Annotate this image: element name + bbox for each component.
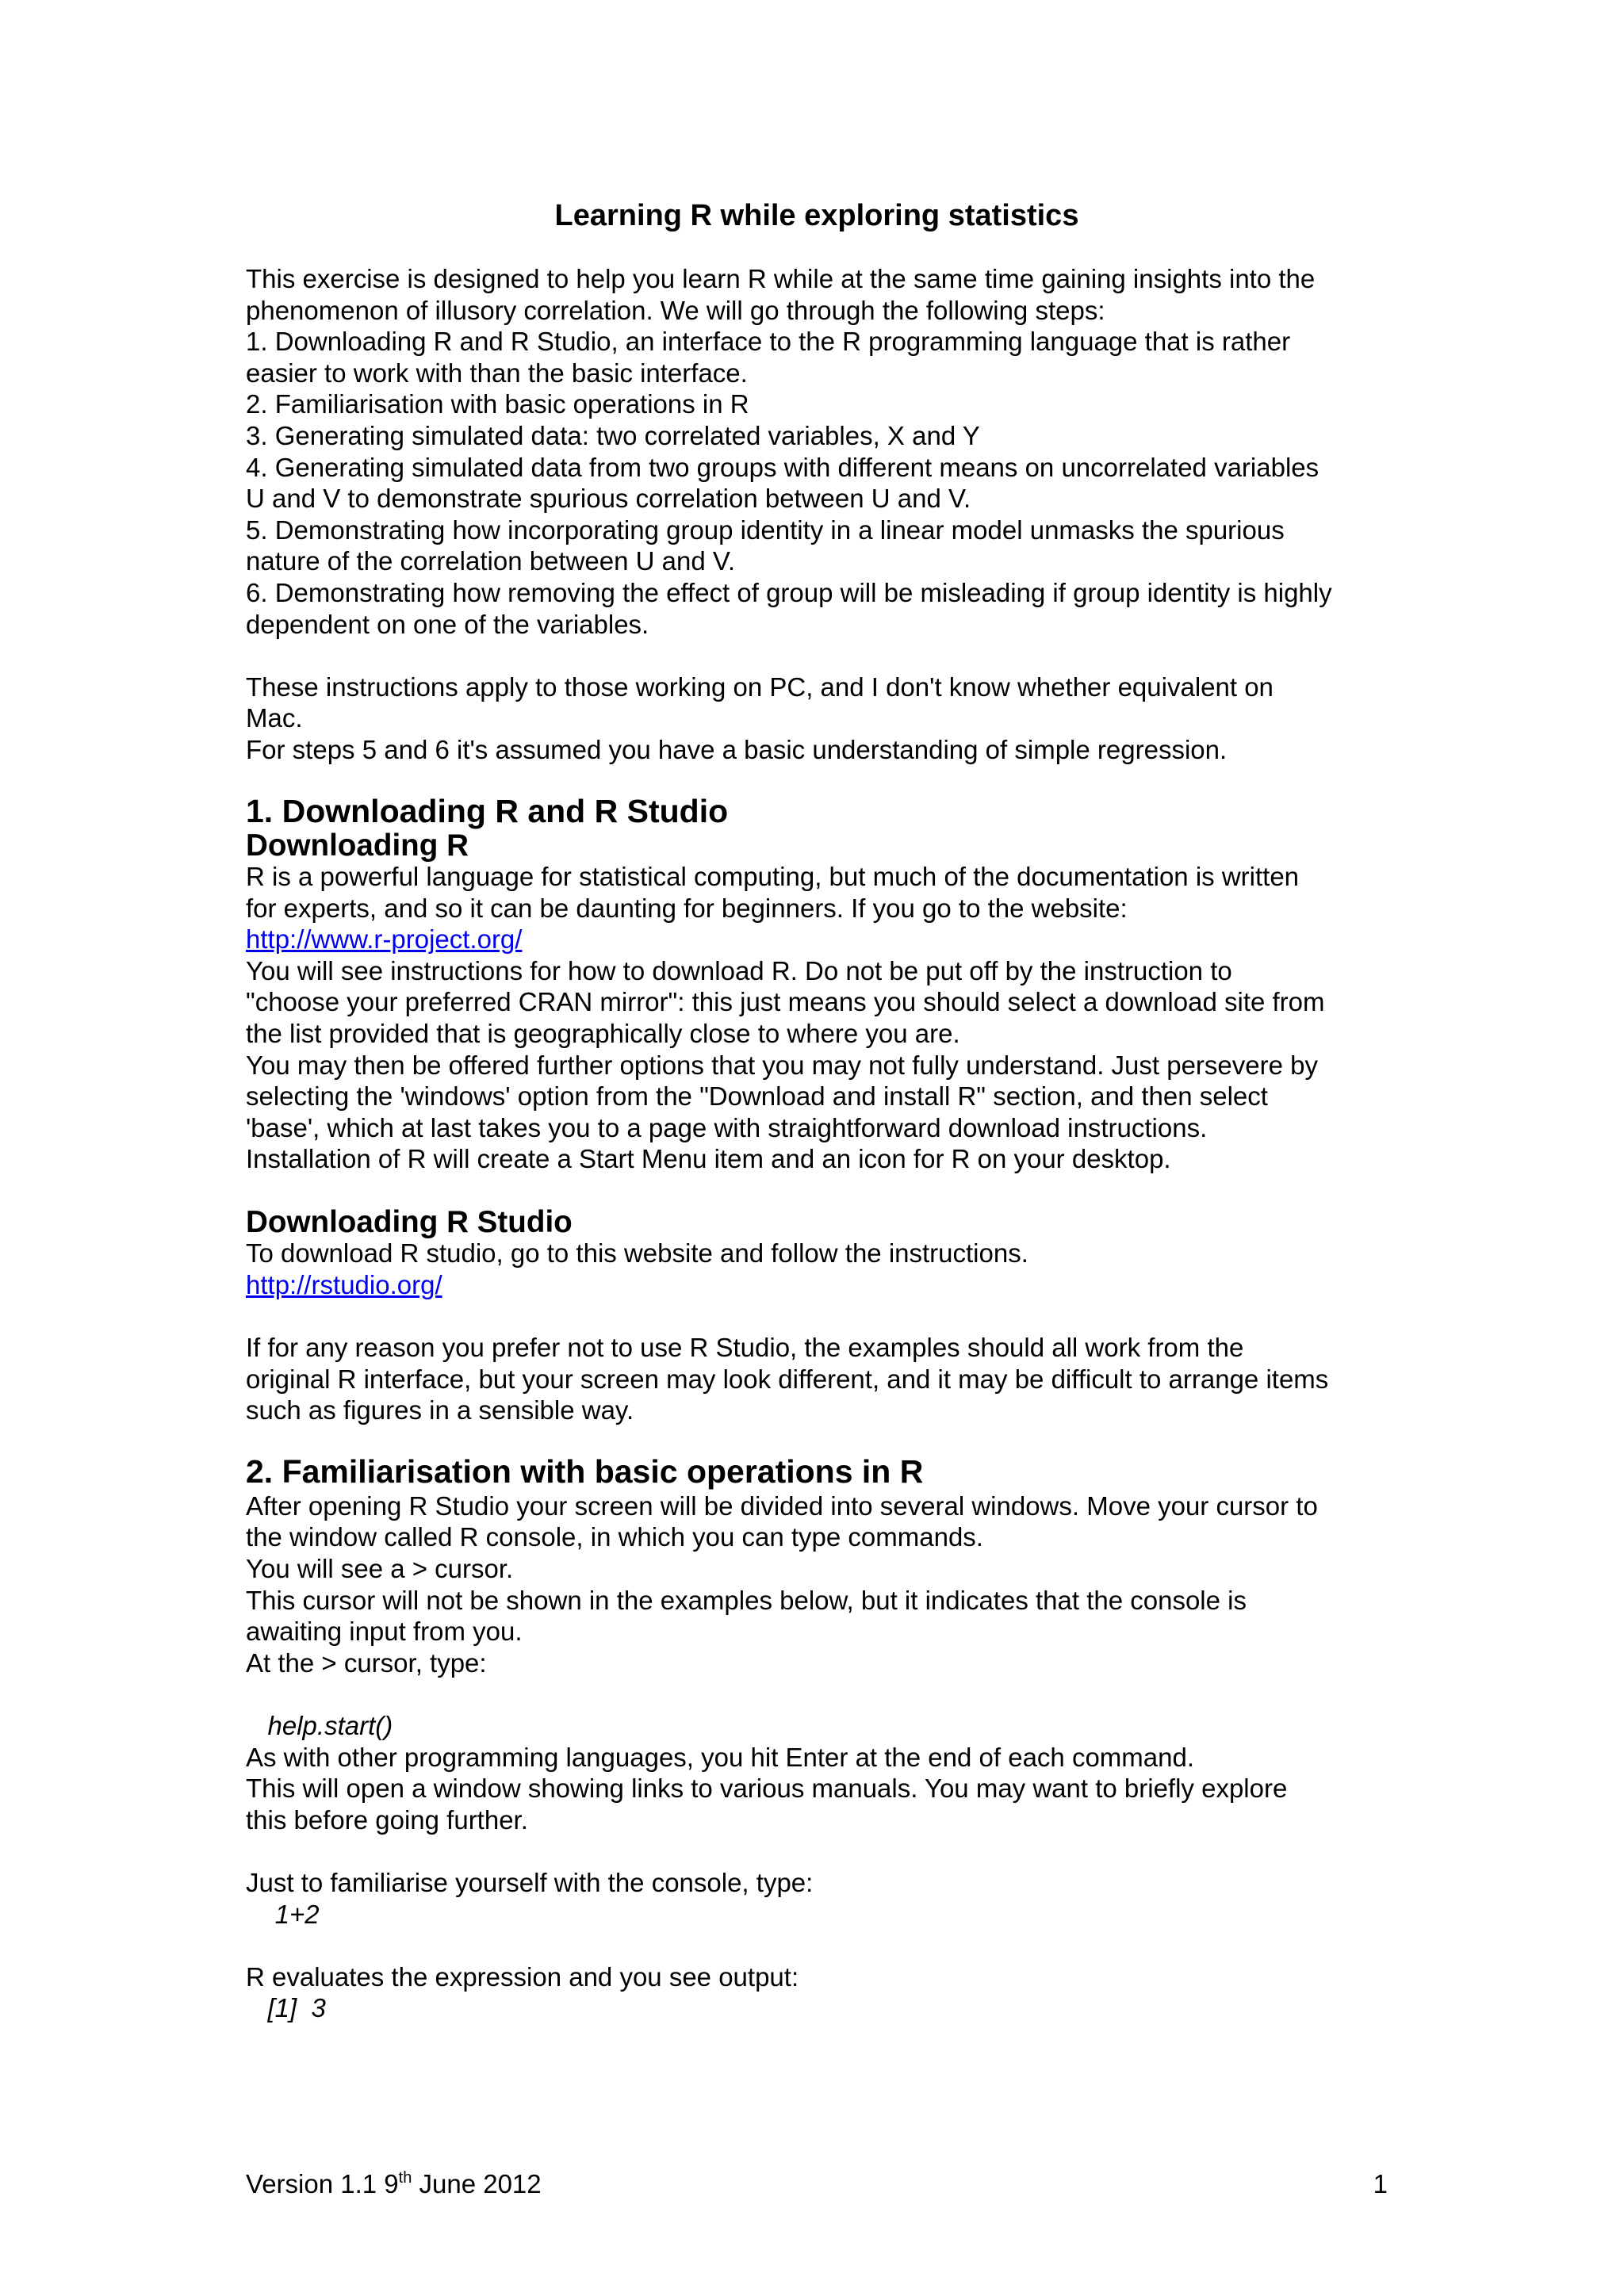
note-line: These instructions apply to those working on PC, and I don't know whether equivalent on <box>246 672 1274 702</box>
subsection-download-r-heading: Downloading R <box>246 828 469 863</box>
body-line: for experts, and so it can be daunting for beginners. If you go to the website: <box>246 893 1128 923</box>
version-superscript: th <box>398 2169 412 2187</box>
body-line: selecting the 'windows' option from the "Download and install R" section, and then select <box>246 1081 1268 1112</box>
document-title: Learning R while exploring statistics <box>554 199 1079 232</box>
body-line: As with other programming languages, you hit Enter at the end of each command. <box>246 1742 1195 1772</box>
body-line: This cursor will not be shown in the examples below, but it indicates that the console is <box>246 1585 1247 1615</box>
document-body <box>246 263 1388 2024</box>
version-date: June 2012 <box>412 2169 542 2198</box>
body-line: At the > cursor, type: <box>246 1647 487 1678</box>
spacer <box>246 1678 1388 1710</box>
note-line: Mac. <box>246 703 303 733</box>
body-line: R is a powerful language for statistical computing, but much of the documentation is written <box>246 862 1300 892</box>
body-line: If for any reason you prefer not to use R Studio, the examples should all work from the <box>246 1333 1244 1362</box>
intro-paragraph <box>246 263 1388 640</box>
code-help-start: help.start() <box>246 1710 393 1740</box>
intro-line: phenomenon of illusory correlation. We will go through the following steps: <box>246 295 1105 325</box>
spacer <box>246 640 1388 672</box>
rstudio-link[interactable]: http://rstudio.org/ <box>246 1269 442 1299</box>
body-line: awaiting input from you. <box>246 1617 523 1647</box>
document-page <box>246 0 1388 2296</box>
platform-notes <box>246 672 1388 766</box>
code-output: [1] 3 <box>246 1993 326 2023</box>
spacer <box>246 766 1388 792</box>
spacer <box>246 1835 1388 1867</box>
note-line: For steps 5 and 6 it's assumed you have a basic understanding of simple regression. <box>246 734 1228 764</box>
body-line: such as figures in a sensible way. <box>246 1395 634 1425</box>
step-list-item: dependent on one of the variables. <box>246 609 649 639</box>
step-list-item: 5. Demonstrating how incorporating group identity in a linear model unmasks the spurious <box>246 515 1285 545</box>
body-line: To download R studio, go to this website and follow the instructions. <box>246 1238 1028 1269</box>
body-line: R evaluates the expression and you see output: <box>246 1961 799 1992</box>
body-line: "choose your preferred CRAN mirror": this just means you should select a download site from <box>246 987 1325 1017</box>
subsection-download-rstudio-heading: Downloading R Studio <box>246 1204 573 1239</box>
body-line: the list provided that is geographically close to where you are. <box>246 1019 960 1049</box>
body-line: After opening R Studio your screen will be divided into several windows. Move your cursor to <box>246 1490 1318 1521</box>
step-list-item: 6. Demonstrating how removing the effect of group will be misleading if group identity is highly <box>246 577 1332 607</box>
spacer <box>246 1300 1388 1332</box>
body-line: 'base', which at last takes you to a page with straightforward download instructions. <box>246 1112 1208 1142</box>
body-line: this before going further. <box>246 1804 528 1835</box>
spacer <box>246 1175 1388 1207</box>
step-list-item: easier to work with than the basic interface. <box>246 358 748 388</box>
step-list-item: 3. Generating simulated data: two correlated variables, X and Y <box>246 420 980 450</box>
body-line: You will see instructions for how to download R. Do not be put off by the instruction to <box>246 955 1232 985</box>
body-line: Installation of R will create a Start Menu item and an icon for R on your desktop. <box>246 1144 1171 1174</box>
version-prefix: Version 1.1 9 <box>246 2169 399 2198</box>
body-line: the window called R console, in which you can type commands. <box>246 1522 983 1552</box>
body-line: This will open a window showing links to various manuals. You may want to briefly explore <box>246 1774 1288 1804</box>
page-number: 1 <box>1373 2169 1388 2198</box>
section-2-heading: 2. Familiarisation with basic operations in R <box>246 1452 924 1490</box>
step-list-item: 2. Familiarisation with basic operations in R <box>246 389 749 419</box>
body-line: You may then be offered further options that you may not fully understand. Just persevere by <box>246 1050 1318 1080</box>
body-line: Just to familiarise yourself with the console, type: <box>246 1867 814 1897</box>
body-line: original R interface, but your screen may look different, and it may be difficult to arrange items <box>246 1364 1329 1394</box>
section-1-heading: 1. Downloading R and R Studio <box>246 792 729 829</box>
spacer <box>246 1930 1388 1961</box>
intro-line: This exercise is designed to help you learn R while at the same time gaining insights into the <box>246 264 1316 293</box>
step-list-item: 1. Downloading R and R Studio, an interface to the R programming language that is rather <box>246 327 1291 357</box>
step-list-item: nature of the correlation between U and V. <box>246 546 736 576</box>
body-line: You will see a > cursor. <box>246 1553 514 1583</box>
code-one-plus-two: 1+2 <box>246 1899 320 1929</box>
step-list-item: U and V to demonstrate spurious correlation between U and V. <box>246 484 971 514</box>
step-list-item: 4. Generating simulated data from two groups with different means on uncorrelated variables <box>246 452 1320 482</box>
r-project-link[interactable]: http://www.r-project.org/ <box>246 924 523 955</box>
spacer <box>246 1426 1388 1452</box>
version-label <box>246 2168 542 2200</box>
